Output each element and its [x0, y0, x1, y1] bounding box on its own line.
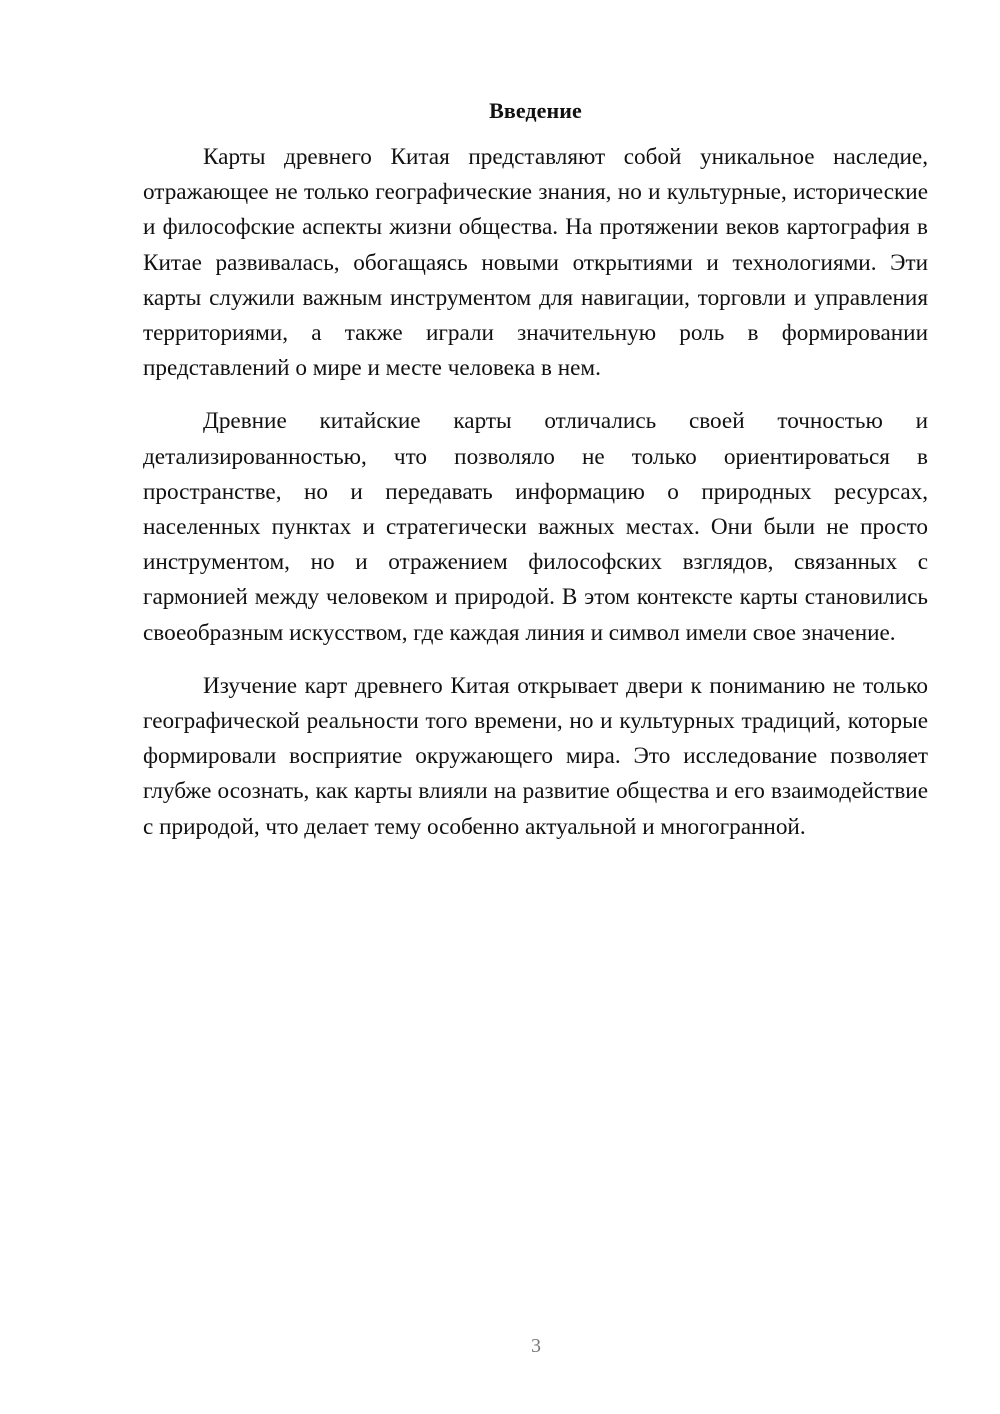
paragraph-intro: Карты древнего Китая представляют собой уникальное наследие, отражающее не только географические знания, но и культурные, исторические и философские аспекты жизни общества. На протяжении веков картография в Китае развивалась, обогащаясь новыми открытиями и технологиями. Эти карты служили важным инструментом для навигации, торговли и управления территориями, а также играли значительную роль в формировании представлений о мире и месте человека в нем. [143, 144, 928, 382]
section-heading: Введение [489, 98, 582, 123]
paragraph-characteristics: Древние китайские карты отличались своей точностью и детализированностью, что позволяло не только ориентироваться в пространстве, но и передавать информацию о природных ресурсах, населенных пунктах и стратегически важных местах. Они были не просто инструментом, но и отражением философских взглядов, связанных с гармонией между человеком и природой. В этом контексте карты становились своеобразным искусством, где каждая линия и символ имели свое значение. [143, 408, 928, 646]
page-content [143, 96, 928, 863]
paragraph-significance: Изучение карт древнего Китая открывает двери к пониманию не только географической реальности того времени, но и культурных традиций, которые формировали восприятие окружающего мира. Это исследование позволяет глубже осознать, как карты влияли на развитие общества и его взаимодействие с природой, что делает тему особенно актуальной и многогранной. [143, 672, 928, 840]
page-number: 3 [531, 1335, 541, 1357]
